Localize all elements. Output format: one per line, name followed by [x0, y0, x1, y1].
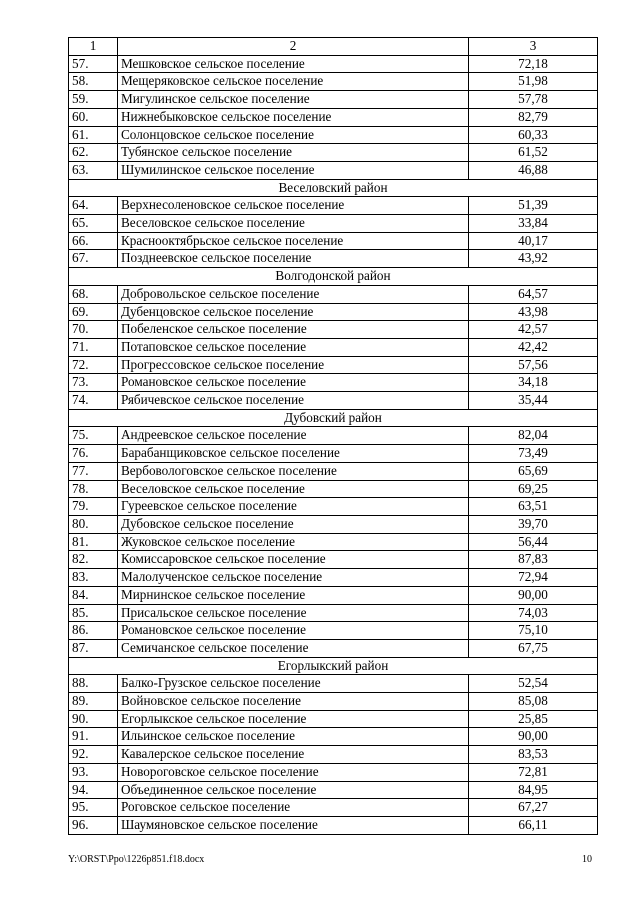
footer-file-path: Y:\ORST\Ppo\1226p851.f18.docx	[68, 854, 205, 865]
settlement-name: Малолученское сельское поселение	[118, 569, 469, 587]
row-number: 84.	[69, 586, 118, 604]
table-row	[69, 356, 598, 374]
row-value: 64,57	[469, 285, 598, 303]
row-value: 87,83	[469, 551, 598, 569]
row-number: 73.	[69, 374, 118, 392]
settlement-name: Романовское сельское поселение	[118, 374, 469, 392]
region-header-row	[69, 268, 598, 286]
settlement-name: Добровольское сельское поселение	[118, 285, 469, 303]
settlement-name: Шумилинское сельское поселение	[118, 161, 469, 179]
table-row	[69, 569, 598, 587]
settlement-name: Роговское сельское поселение	[118, 799, 469, 817]
region-header-row	[69, 409, 598, 427]
table-row	[69, 586, 598, 604]
row-number: 90.	[69, 710, 118, 728]
table-row	[69, 622, 598, 640]
row-number: 86.	[69, 622, 118, 640]
row-value: 52,54	[469, 675, 598, 693]
row-value: 61,52	[469, 144, 598, 162]
row-number: 79.	[69, 498, 118, 516]
row-number: 96.	[69, 816, 118, 834]
settlement-name: Солонцовское сельское поселение	[118, 126, 469, 144]
settlement-name: Объединенное сельское поселение	[118, 781, 469, 799]
row-value: 69,25	[469, 480, 598, 498]
row-number: 68.	[69, 285, 118, 303]
settlement-name: Веселовское сельское поселение	[118, 480, 469, 498]
row-number: 70.	[69, 321, 118, 339]
settlement-name: Мигулинское сельское поселение	[118, 91, 469, 109]
row-number: 95.	[69, 799, 118, 817]
row-value: 90,00	[469, 586, 598, 604]
settlement-name: Войновское сельское поселение	[118, 693, 469, 711]
table-row	[69, 693, 598, 711]
settlement-name: Романовское сельское поселение	[118, 622, 469, 640]
table-row	[69, 144, 598, 162]
row-value: 72,18	[469, 55, 598, 73]
settlement-name: Веселовское сельское поселение	[118, 215, 469, 233]
row-number: 57.	[69, 55, 118, 73]
table-row	[69, 91, 598, 109]
settlement-name: Гуреевское сельское поселение	[118, 498, 469, 516]
row-value: 39,70	[469, 515, 598, 533]
row-value: 82,79	[469, 108, 598, 126]
table-row	[69, 197, 598, 215]
settlement-name: Кавалерское сельское поселение	[118, 746, 469, 764]
row-value: 57,78	[469, 91, 598, 109]
row-value: 35,44	[469, 392, 598, 410]
table-row	[69, 551, 598, 569]
settlement-name: Балко-Грузское сельское поселение	[118, 675, 469, 693]
row-number: 61.	[69, 126, 118, 144]
table-row	[69, 285, 598, 303]
settlement-name: Барабанщиковское сельское поселение	[118, 445, 469, 463]
table-row	[69, 321, 598, 339]
row-number: 78.	[69, 480, 118, 498]
row-value: 51,39	[469, 197, 598, 215]
row-value: 34,18	[469, 374, 598, 392]
row-value: 43,98	[469, 303, 598, 321]
table-row	[69, 462, 598, 480]
row-value: 82,04	[469, 427, 598, 445]
table-row	[69, 816, 598, 834]
row-number: 71.	[69, 338, 118, 356]
settlement-name: Побеленское сельское поселение	[118, 321, 469, 339]
table-row	[69, 427, 598, 445]
settlement-name: Присальское сельское поселение	[118, 604, 469, 622]
row-number: 76.	[69, 445, 118, 463]
document-page	[68, 37, 597, 835]
row-value: 33,84	[469, 215, 598, 233]
settlement-name: Краснооктябрьское сельское поселение	[118, 232, 469, 250]
settlement-name: Верхнесоленовское сельское поселение	[118, 197, 469, 215]
table-row	[69, 445, 598, 463]
region-name: Веселовский район	[69, 179, 598, 197]
row-value: 57,56	[469, 356, 598, 374]
row-value: 46,88	[469, 161, 598, 179]
row-number: 72.	[69, 356, 118, 374]
region-name: Дубовский район	[69, 409, 598, 427]
row-number: 93.	[69, 763, 118, 781]
table-body	[69, 55, 598, 834]
row-number: 82.	[69, 551, 118, 569]
region-header-row	[69, 179, 598, 197]
row-value: 67,75	[469, 639, 598, 657]
settlement-name: Егорлыкское сельское поселение	[118, 710, 469, 728]
row-value: 85,08	[469, 693, 598, 711]
row-value: 75,10	[469, 622, 598, 640]
row-value: 65,69	[469, 462, 598, 480]
table-row	[69, 480, 598, 498]
footer-page-number: 10	[582, 854, 592, 865]
table-row	[69, 533, 598, 551]
settlement-name: Позднеевское сельское поселение	[118, 250, 469, 268]
table-row	[69, 746, 598, 764]
settlement-name: Прогрессовское сельское поселение	[118, 356, 469, 374]
row-number: 69.	[69, 303, 118, 321]
row-value: 72,94	[469, 569, 598, 587]
table-row	[69, 604, 598, 622]
row-number: 75.	[69, 427, 118, 445]
settlement-name: Комиссаровское сельское поселение	[118, 551, 469, 569]
row-number: 74.	[69, 392, 118, 410]
settlement-name: Дубовское сельское поселение	[118, 515, 469, 533]
settlement-name: Нижнебыковское сельское поселение	[118, 108, 469, 126]
row-value: 83,53	[469, 746, 598, 764]
row-number: 85.	[69, 604, 118, 622]
row-value: 42,57	[469, 321, 598, 339]
table-row	[69, 338, 598, 356]
settlement-name: Новороговское сельское поселение	[118, 763, 469, 781]
table-row	[69, 161, 598, 179]
row-value: 43,92	[469, 250, 598, 268]
settlement-name: Рябичевское сельское поселение	[118, 392, 469, 410]
row-number: 91.	[69, 728, 118, 746]
settlement-name: Мешковское сельское поселение	[118, 55, 469, 73]
settlement-name: Ильинское сельское поселение	[118, 728, 469, 746]
row-number: 77.	[69, 462, 118, 480]
row-number: 89.	[69, 693, 118, 711]
settlement-name: Жуковское сельское поселение	[118, 533, 469, 551]
row-value: 74,03	[469, 604, 598, 622]
row-number: 64.	[69, 197, 118, 215]
table-row	[69, 392, 598, 410]
table-row	[69, 710, 598, 728]
region-name: Волгодонской район	[69, 268, 598, 286]
settlement-name: Потаповское сельское поселение	[118, 338, 469, 356]
row-value: 51,98	[469, 73, 598, 91]
row-number: 59.	[69, 91, 118, 109]
table-row	[69, 515, 598, 533]
row-value: 90,00	[469, 728, 598, 746]
row-value: 40,17	[469, 232, 598, 250]
row-number: 87.	[69, 639, 118, 657]
row-number: 65.	[69, 215, 118, 233]
settlement-name: Семичанское сельское поселение	[118, 639, 469, 657]
row-number: 83.	[69, 569, 118, 587]
settlement-name: Дубенцовское сельское поселение	[118, 303, 469, 321]
table-row	[69, 728, 598, 746]
table-row	[69, 73, 598, 91]
table-row	[69, 799, 598, 817]
settlement-name: Тубянское сельское поселение	[118, 144, 469, 162]
row-value: 73,49	[469, 445, 598, 463]
row-value: 60,33	[469, 126, 598, 144]
table-row	[69, 763, 598, 781]
row-value: 42,42	[469, 338, 598, 356]
row-number: 67.	[69, 250, 118, 268]
column-1-header: 1	[69, 38, 118, 56]
region-header-row	[69, 657, 598, 675]
settlement-name: Шаумяновское сельское поселение	[118, 816, 469, 834]
table-row	[69, 374, 598, 392]
row-number: 80.	[69, 515, 118, 533]
row-number: 88.	[69, 675, 118, 693]
row-value: 63,51	[469, 498, 598, 516]
row-value: 67,27	[469, 799, 598, 817]
row-number: 92.	[69, 746, 118, 764]
row-number: 94.	[69, 781, 118, 799]
settlement-name: Мещеряковское сельское поселение	[118, 73, 469, 91]
column-3-header: 3	[469, 38, 598, 56]
table-row	[69, 108, 598, 126]
row-number: 81.	[69, 533, 118, 551]
row-number: 63.	[69, 161, 118, 179]
table-row	[69, 675, 598, 693]
table-row	[69, 498, 598, 516]
column-2-header: 2	[118, 38, 469, 56]
row-value: 72,81	[469, 763, 598, 781]
region-name: Егорлыкский район	[69, 657, 598, 675]
table-row	[69, 126, 598, 144]
column-number-header-row	[69, 38, 598, 56]
row-value: 66,11	[469, 816, 598, 834]
table-row	[69, 781, 598, 799]
table-row	[69, 55, 598, 73]
settlement-name: Вербовологовское сельское поселение	[118, 462, 469, 480]
table-row	[69, 250, 598, 268]
row-value: 84,95	[469, 781, 598, 799]
table-row	[69, 303, 598, 321]
row-number: 62.	[69, 144, 118, 162]
settlement-name: Мирнинское сельское поселение	[118, 586, 469, 604]
row-value: 56,44	[469, 533, 598, 551]
row-number: 60.	[69, 108, 118, 126]
table-row	[69, 639, 598, 657]
settlement-name: Андреевское сельское поселение	[118, 427, 469, 445]
table-row	[69, 215, 598, 233]
row-number: 66.	[69, 232, 118, 250]
settlements-table	[68, 37, 598, 835]
row-number: 58.	[69, 73, 118, 91]
row-value: 25,85	[469, 710, 598, 728]
table-row	[69, 232, 598, 250]
